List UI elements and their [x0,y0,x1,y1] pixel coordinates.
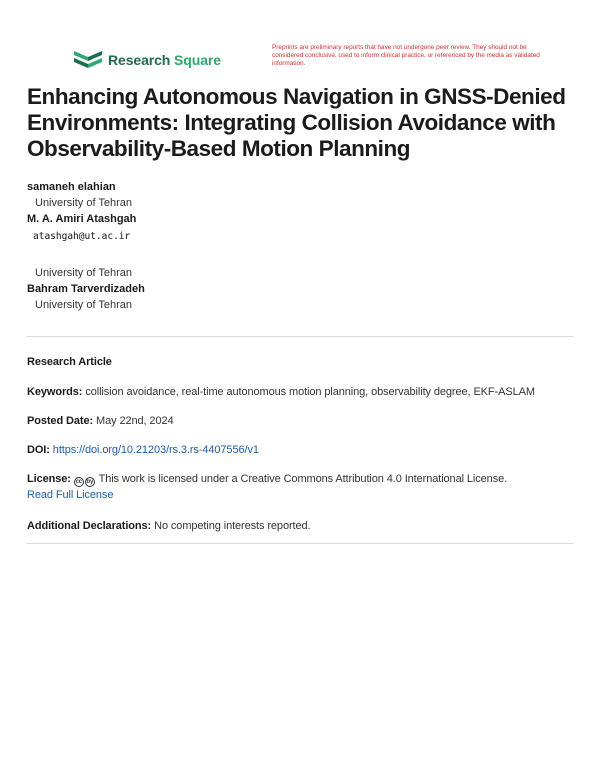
author-affiliation: University of Tehran [35,267,133,279]
research-square-logo[interactable] [74,48,221,72]
keywords [27,384,577,400]
posted-date-value: May 22nd, 2024 [96,415,174,427]
divider [27,336,573,337]
declarations-value: No competing interests reported. [154,520,311,532]
article-type [27,354,577,370]
additional-declarations [27,518,577,534]
posted-date [27,413,577,429]
keywords-label: Keywords: [27,386,83,398]
posted-date-label: Posted Date: [27,415,94,427]
keywords-value: collision avoidance, real-time autonomous motion planning, observability degree, EKF-ASLAM [85,386,535,398]
read-full-license-link[interactable]: Read Full License [27,489,114,501]
author-affiliation: University of Tehran [35,197,133,209]
license [27,471,577,503]
doi-link[interactable]: https://doi.org/10.21203/rs.3.rs-4407556/v1 [52,444,259,456]
author-name[interactable]: M. A. Amiri Atashgah [27,213,137,225]
research-square-logo-icon [74,49,102,71]
cc-by-icon: by [86,479,94,485]
declarations-label: Additional Declarations: [27,520,152,532]
logo-text [108,52,221,68]
author-name[interactable]: samaneh elahian [27,181,116,193]
header [74,44,544,74]
author-email[interactable]: atashgah@ut.ac.ir [33,231,131,242]
paper-title: Enhancing Autonomous Navigation in GNSS-Denied Environments: Integrating Collision Avoidance with Observability-Based Motion Planning [27,84,566,161]
divider [27,543,573,544]
preprint-disclaimer: Preprints are preliminary reports that have not undergone peer review. They should not be considered conclusive, used to inform clinical practice, or referenced by the media as validated information. [272,44,540,68]
doi [27,442,577,458]
logo-text-accent: Square [174,52,221,68]
cc-icon: cc [75,479,83,485]
logo-text-main: Research [108,52,171,68]
article-type-label: Research Article [27,356,112,368]
author-list [27,180,567,314]
doi-label: DOI: [27,444,50,456]
author-affiliation: University of Tehran [35,299,133,311]
author-name[interactable]: Bahram Tarverdizadeh [27,283,145,295]
license-text: This work is licensed under a Creative Commons Attribution 4.0 International License. [98,473,508,485]
license-label: License: [27,473,71,485]
spacer [27,245,567,265]
